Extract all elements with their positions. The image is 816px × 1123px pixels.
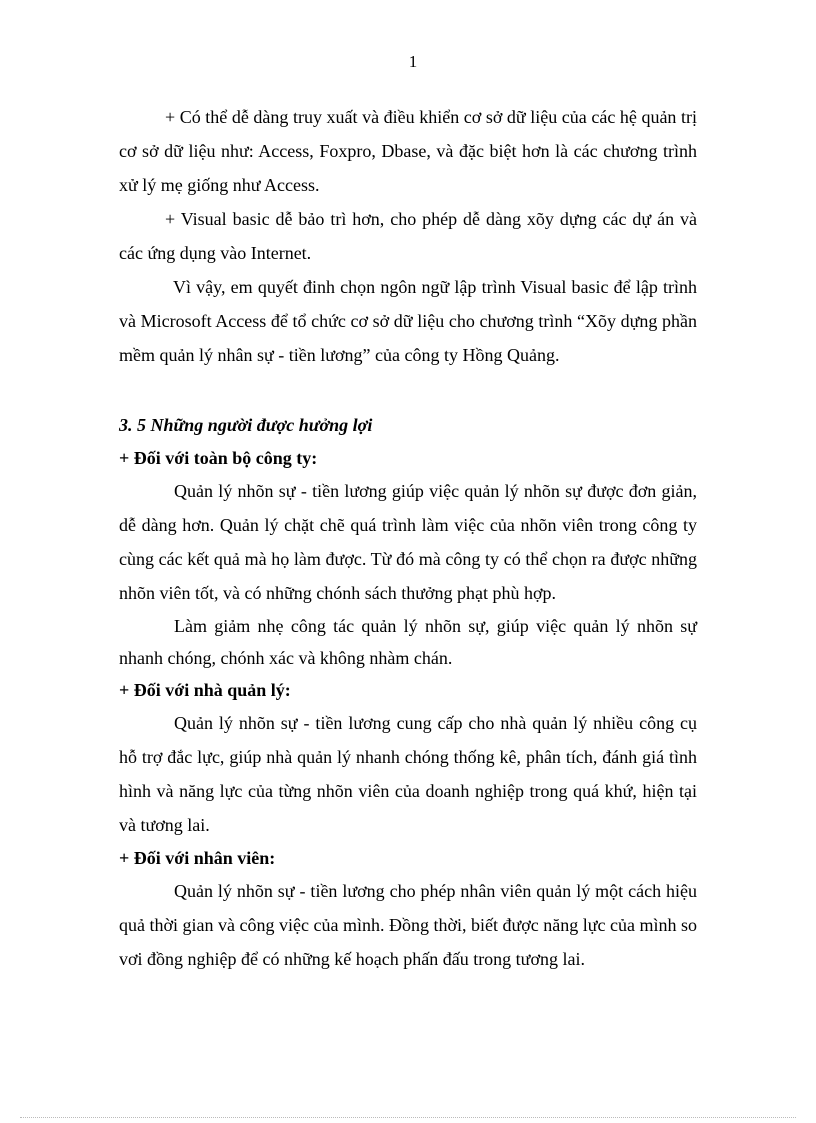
document-body — [119, 100, 697, 976]
paragraph-employee-benefit: Quản lý nhõn sự - tiền lương cho phép nhân viên quản lý một cách hiệu quả thời gian và công việc của mình. Đồng thời, biết được năng lực của mình so vơi đồng nghiệp để có những kế hoạch phấn đấu trong tương lai. — [119, 881, 697, 969]
paragraph-company-benefit-1: Quản lý nhõn sự - tiền lương giúp việc quản lý nhõn sự được đơn giản, dễ dàng hơn. Quản lý chặt chẽ quá trình làm việc của nhõn viên trong công ty cùng các kết quả mà họ làm được. Từ đó mà công ty có thể chọn ra được những nhõn viên tốt, và có những chónh sách thưởng phạt phù hợp. — [119, 481, 697, 603]
subheading-employee: + Đối với nhân viên: — [119, 848, 276, 868]
paragraph-access-advantages: + Có thể dễ dàng truy xuất và điều khiển cơ sở dữ liệu của các hệ quản trị cơ sở dữ liệu như: Access, Foxpro, Dbase, và đặc biệt hơn là các chương trình xử lý mẹ giống như Access. — [119, 107, 697, 195]
subheading-company: + Đối với toàn bộ công ty: — [119, 448, 318, 468]
paragraph-decision: Vì vậy, em quyết đinh chọn ngôn ngữ lập trình Visual basic để lập trình và Microsoft Access để tổ chức cơ sở dữ liệu cho chương trình “Xõy dựng phần mềm quản lý nhân sự - tiền lương” của công ty Hồng Quảng. — [119, 277, 697, 365]
subheading-manager: + Đối với nhà quản lý: — [119, 680, 291, 700]
paragraph-manager-benefit: Quản lý nhõn sự - tiền lương cung cấp cho nhà quản lý nhiều công cụ hỗ trợ đắc lực, giúp nhà quản lý nhanh chóng thống kê, phân tích, đánh giá tình hình và năng lực của từng nhõn viên của doanh nghiệp trong quá khứ, hiện tại và tương lai. — [119, 713, 697, 835]
paragraph-visual-basic-advantages: + Visual basic dễ bảo trì hơn, cho phép dễ dàng xõy dựng các dự án và các ứng dụng vào Internet. — [119, 209, 697, 263]
page-number: 1 — [408, 52, 418, 71]
page-bottom-divider — [20, 1117, 796, 1118]
paragraph-company-benefit-2: Làm giảm nhẹ công tác quản lý nhõn sự, giúp việc quản lý nhõn sự nhanh chóng, chónh xác và không nhàm chán. — [119, 616, 697, 668]
section-heading-beneficiaries: 3. 5 Những người được hưởng lợi — [119, 415, 373, 435]
